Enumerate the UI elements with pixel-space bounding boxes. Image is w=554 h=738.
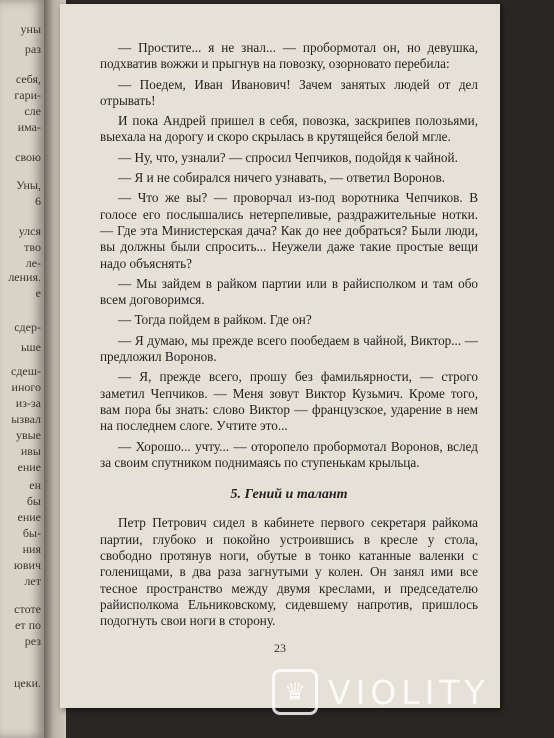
left-page-fragment: ение — [17, 460, 41, 474]
left-page-fragment: Уны, — [16, 178, 41, 192]
left-page-fragment: 6 — [35, 194, 41, 208]
section-heading: 5. Гений и талант — [230, 487, 348, 503]
left-page-fragment: увые — [15, 428, 41, 442]
left-page-fragment: иного — [11, 380, 41, 394]
left-page-fragment: ивы — [20, 444, 41, 458]
left-page-fragment: себя, — [15, 72, 41, 86]
crown-icon: ♛ — [272, 669, 318, 715]
left-page-fragment: тво — [24, 240, 41, 254]
book-page — [60, 4, 500, 708]
left-page-fragment: е — [35, 286, 41, 300]
left-page-edge — [0, 0, 44, 738]
paragraph: — Я, прежде всего, прошу без фамильярности, — строго заметил Чепчиков. — Меня зовут Виктор Кузьмич. Кроме того, вам пора бы знать: слово Виктор — французское, ударение в нем на последнем слоге. Учтите это... — [100, 369, 478, 434]
left-page-fragment: ен — [29, 478, 41, 492]
left-page-fragment: сдер- — [14, 320, 41, 334]
paragraph: Петр Петрович сидел в кабинете первого секретаря райкома партии, глубоко и покойно устроившись в кресле у стола, свободно протянув ноги, обутые в тонко катанные валенки с голенищами, в два раза загнутыми у колен. Он занял ими все тесное пространство между двумя креслами, и председателю райисполкома Ельниковскому, сидевшему напротив, пришлось подогнуть свои ноги в сторону. — [100, 515, 478, 629]
left-page-fragment: раз — [24, 42, 41, 56]
watermark-text: VIOLITY — [328, 672, 490, 712]
left-page-fragment: из-за — [15, 396, 41, 410]
page-text — [100, 40, 478, 634]
left-page-fragment: ния — [22, 542, 41, 556]
left-page-fragment: лет — [24, 574, 41, 588]
left-page-fragment: ение — [17, 510, 41, 524]
watermark — [272, 666, 490, 718]
left-page-fragment: цеки. — [14, 676, 41, 690]
left-page-fragment: има- — [17, 120, 41, 134]
paragraph: — Я и не собирался ничего узнавать, — ответил Воронов. — [118, 170, 446, 186]
left-page-fragment: ызвал — [11, 412, 41, 426]
left-page-fragment: ювич — [13, 558, 41, 572]
left-page-fragment: ет по — [15, 618, 41, 632]
left-page-fragment: ле- — [25, 256, 41, 270]
paragraph: И пока Андрей пришел в себя, повозка, заскрипев полозьями, выехала на дорогу и скоро скрылась в крутящейся белой мгле. — [100, 113, 478, 145]
paragraph: — Ну, что, узнали? — спросил Чепчиков, подойдя к чайной. — [118, 149, 458, 165]
left-page-fragment: сдеш- — [11, 364, 41, 378]
paragraph: — Хорошо... учту... — оторопело пробормотал Воронов, вслед за своим спутником поднимаясь по ступенькам крыльца. — [100, 438, 478, 470]
left-page-fragment: рез — [24, 634, 41, 648]
left-page-fragment: ьше — [20, 340, 41, 354]
paragraph: — Поедем, Иван Иванович! Зачем занятых людей от дел отрывать! — [100, 76, 478, 108]
left-page-fragment: уны — [20, 22, 41, 36]
paragraph: — Мы зайдем в райком партии или в райисполком и там обо всем договоримся. — [100, 275, 478, 308]
left-page-fragment: свою — [15, 150, 41, 164]
left-page-fragment: гари- — [14, 88, 41, 102]
left-page-fragment: улся — [18, 224, 41, 238]
paragraph: — Простите... я не знал... — пробормотал он, но девушка, подхватив вожжи и прыгнув на повозку, озорновато перебила: — [100, 40, 478, 72]
paragraph: — Тогда пойдем в райком. Где он? — [118, 312, 312, 328]
left-page-fragment: бы — [26, 494, 41, 508]
page-number: 23 — [274, 641, 286, 655]
left-page-fragment: бы- — [22, 526, 41, 540]
left-page-fragment: стоте — [14, 602, 41, 616]
paragraph: — Я думаю, мы прежде всего пообедаем в чайной, Виктор... — предложил Воронов. — [100, 332, 478, 365]
paragraph: — Что же вы? — проворчал из-под воротника Чепчиков. В голосе его послышались нетерпеливые, раздражительные нотки. — Где эта Министерская дача? Как до нее добраться? Были люди, вы должны были спросить... Неужели даже такие простые вещи надо объяснять? — [100, 190, 478, 271]
left-page-fragment: ления. — [8, 270, 41, 284]
left-page-fragment: сле — [24, 104, 41, 118]
